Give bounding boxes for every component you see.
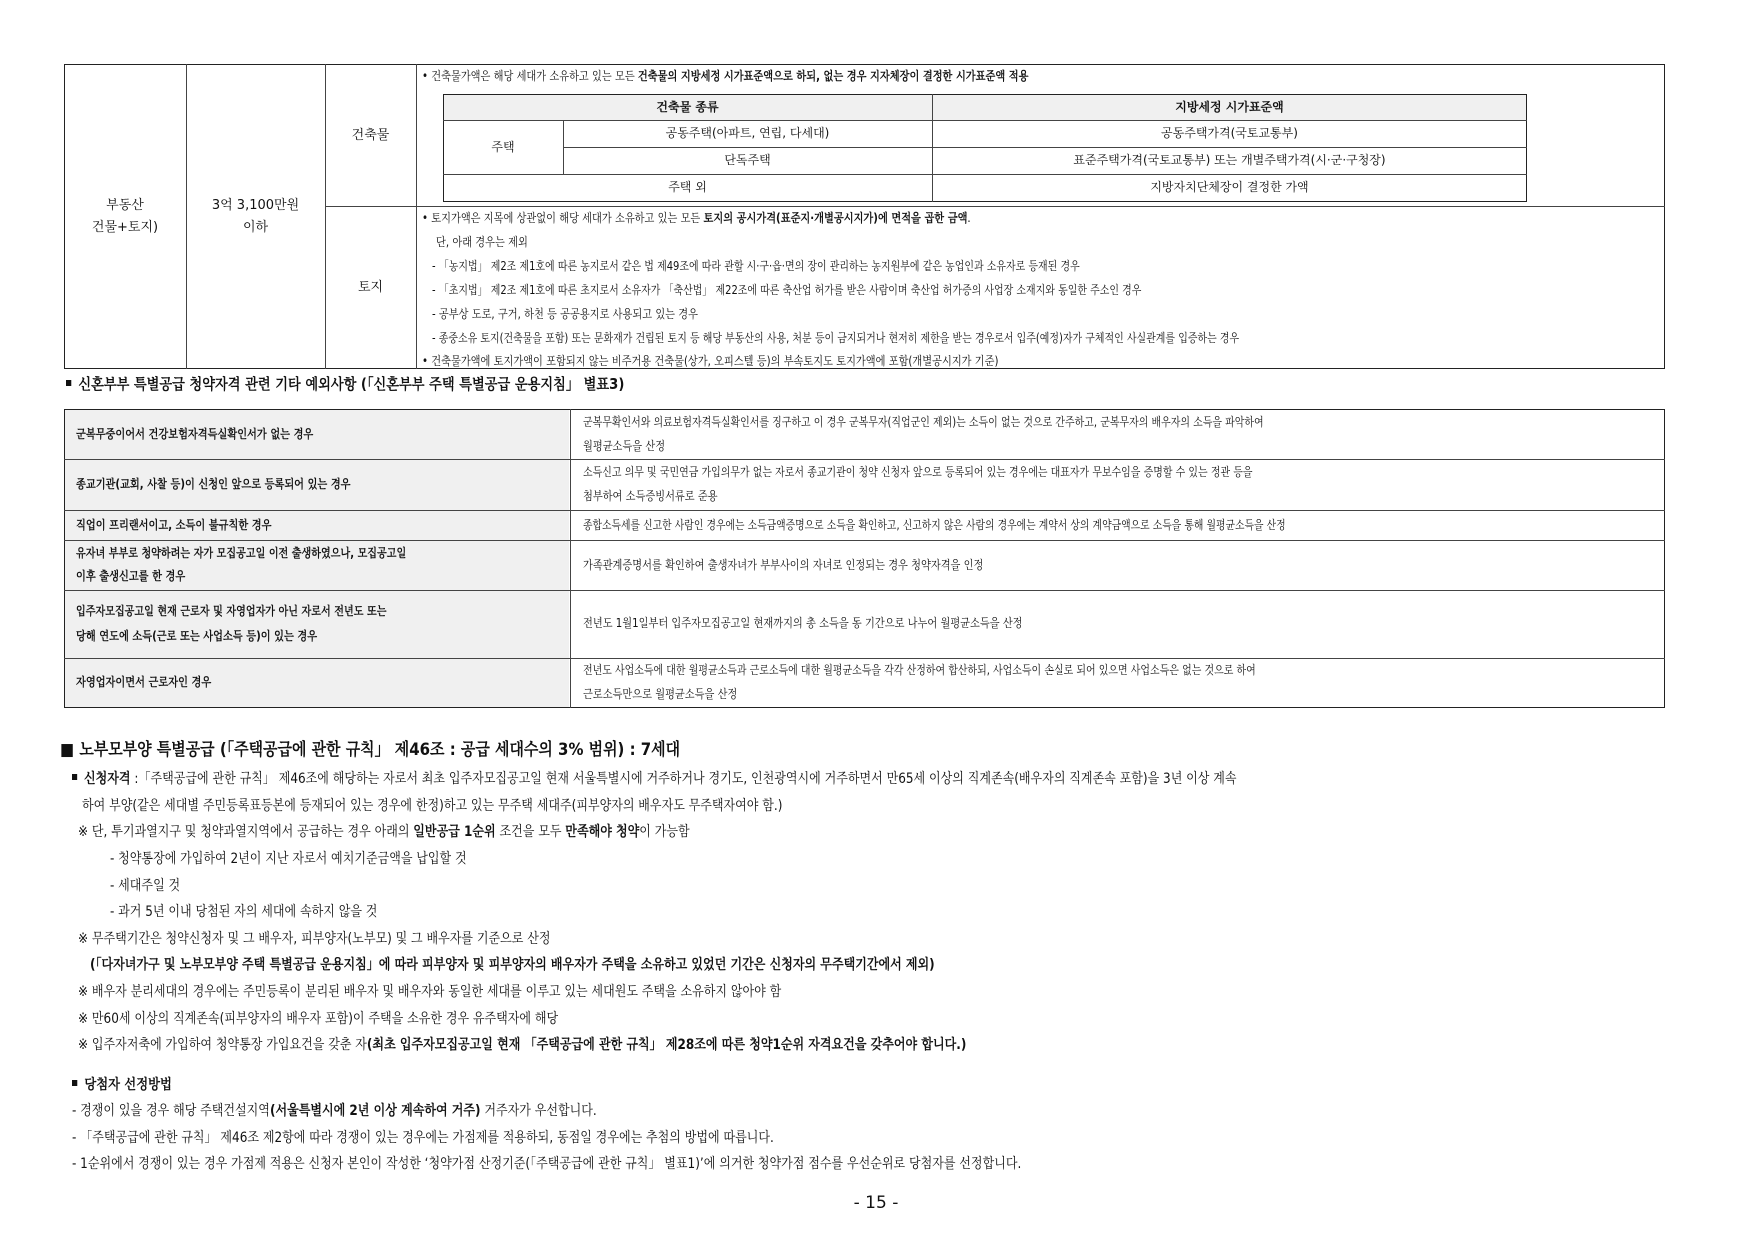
qualification-label: 신청자격 [84, 771, 131, 787]
sub-item-1: - 청약통장에 가입하여 2년이 지난 자로서 예치기준금액을 납입할 것 [110, 851, 467, 867]
exception-desc-1a: 군복무확인서와 의료보험자격득실확인서를 징구하고 이 경우 군복무자(직업군인 제외)는 소득이 없는 것으로 간주하고, 군복무자의 배우자의 소득을 파악하여 [583, 415, 1264, 429]
note-1-bold-2: 만족해야 청약 [565, 824, 640, 840]
winner-line-1-pre: - 경쟁이 있을 경우 해당 주택건설지역 [72, 1103, 270, 1119]
row-type-3: 주택 외 [668, 180, 707, 194]
building-note-bold: 건축물의 지방세정 시가표준액으로 하되, 없는 경우 지자체장이 결정한 시가표준액 적용 [637, 69, 1029, 83]
building-label: 건축물 [351, 128, 390, 143]
section1-title-text: 신혼부부 특별공급 청약자격 관련 기타 예외사항 (「신혼부부 주택 특별공급 운용지침」 별표3) [78, 375, 625, 393]
exception-label-5b: 당해 연도에 소득(근로 또는 사업소득 등)이 있는 경우 [76, 629, 318, 643]
exception-label-2: 종교기관(교회, 사찰 등)이 신청인 앞으로 등록되어 있는 경우 [76, 477, 351, 491]
building-note [422, 70, 1028, 82]
land-line-1 [422, 212, 971, 224]
winner-line-2: - 「주택공급에 관한 규칙」 제46조 제2항에 따라 경쟁이 있는 경우에는 가점제를 적용하되, 동점일 경우에는 추첨의 방법에 따릅니다. [72, 1130, 774, 1146]
land-line-1-pre: • 토지가액은 지목에 상관없이 해당 세대가 소유하고 있는 모든 [422, 211, 704, 225]
land-label: 토지 [357, 280, 384, 295]
bullet-square-icon [72, 1080, 77, 1086]
exception-label-4b: 이후 출생신고를 한 경우 [76, 569, 186, 583]
note-5-pre: ※ 입주자저축에 가입하여 청약통장 가입요건을 갖춘 자 [78, 1037, 367, 1053]
exception-desc-5a: 전년도 1월1일부터 입주자모집공고일 현재까지의 총 소득을 동 기간으로 나누어 월평균소득을 산정 [583, 616, 1023, 630]
note-1 [78, 825, 690, 839]
sub-item-3: - 과거 5년 이내 당첨된 자의 세대에 속하지 않을 것 [110, 904, 378, 920]
section1-title [66, 377, 624, 392]
inner-header-value: 지방세정 시가표준액 [1175, 100, 1284, 114]
land-line-2: 단, 아래 경우는 제외 [436, 235, 528, 249]
exception-desc-2a: 소득신고 의무 및 국민연금 가입의무가 없는 자로서 종교기관이 청약 신청자 앞으로 등록되어 있는 경우에는 대표자가 무보수임을 증명할 수 있는 정관 등을 [583, 465, 1253, 479]
section2-title: ■ 노부모부양 특별공급 (「주택공급에 관한 규칙」 제46조 : 공급 세대수의 3% 범위) : 7세대 [60, 740, 681, 760]
note-1-bold-1: 일반공급 1순위 [413, 824, 496, 840]
category-line-2: 건물+토지) [91, 220, 159, 235]
land-line-6: - 종중소유 토지(건축물을 포함) 또는 문화재가 건립된 토지 등 해당 부동산의 사용, 처분 등이 금지되거나 현저히 제한을 받는 경우로서 입주(예정)자가 구체적인 사실관계를 입증하는 경우 [432, 331, 1240, 345]
inner-header-type: 건축물 종류 [656, 100, 719, 114]
note-5 [78, 1038, 966, 1052]
exception-label-1: 군복무중이어서 건강보험자격득실확인서가 없는 경우 [76, 427, 314, 441]
row-value-1: 공동주택가격(국토교통부) [1161, 126, 1298, 140]
winner-selection-label: 당첨자 선정방법 [84, 1077, 172, 1093]
exception-label-5a: 입주자모집공고일 현재 근로자 및 자영업자가 아닌 자로서 전년도 또는 [76, 604, 387, 618]
winner-selection-title [72, 1078, 172, 1092]
land-line-3: - 「농지법」 제2조 제1호에 따른 농지로서 같은 법 제49조에 따라 관할 시·구·읍·면의 장이 관리하는 농지원부에 같은 농업인과 소유자로 등재된 경우 [432, 259, 1080, 273]
winner-line-3: - 1순위에서 경쟁이 있는 경우 가점제 적용은 신청자 본인이 작성한 ‘청약가점 산정기준(「주택공급에 관한 규칙」 별표1)’에 의거한 청약가점 점수를 우선순위로 당첨자를 선정합니다. [72, 1156, 1022, 1172]
land-line-7: • 건축물가액에 토지가액이 포함되지 않는 비주거용 건축물(상가, 오피스텔 등)의 부속토지도 토지가액에 포함(개별공시지가 기준) [422, 354, 999, 368]
note-2-bold: (「다자녀가구 및 노부모부양 주택 특별공급 운용지침」에 따라 피부양자 및 피부양자의 배우자가 주택을 소유하고 있었던 기간은 신청자의 무주택기간에서 제외) [90, 957, 935, 973]
row-type-1: 공동주택(아파트, 연립, 다세대) [665, 126, 830, 140]
exception-desc-6b: 근로소득만으로 월평균소득을 산정 [583, 687, 738, 701]
note-3: ※ 배우자 분리세대의 경우에는 주민등록이 분리된 배우자 및 배우자와 동일한 세대를 이루고 있는 세대원도 주택을 소유하지 않아야 함 [78, 984, 782, 1000]
exception-desc-6a: 전년도 사업소득에 대한 월평균소득과 근로소득에 대한 월평균소득을 각각 산정하여 합산하되, 사업소득이 손실로 되어 있으면 사업소득은 없는 것으로 하여 [583, 663, 1256, 677]
land-line-1-post: . [967, 211, 971, 225]
exception-label-4a: 유자녀 부부로 청약하려는 자가 모집공고일 이전 출생하였으나, 모집공고일 [76, 546, 407, 560]
row-value-3: 지방자치단체장이 결정한 가액 [1150, 180, 1309, 194]
note-1-pre: ※ 단, 투기과열지구 및 청약과열지역에서 공급하는 경우 아래의 [78, 824, 414, 840]
note-5-bold: (최초 입주자모집공고일 현재 「주택공급에 관한 규칙」 제28조에 따른 청약1순위 자격요건을 갖추어야 합니다.) [366, 1037, 967, 1053]
winner-line-1-post: 거주자가 우선합니다. [480, 1103, 597, 1119]
exception-desc-4a: 가족관계증명서를 확인하여 출생자녀가 부부사이의 자녀로 인정되는 경우 청약자격을 인정 [583, 558, 984, 572]
qualification-text-1: :「주택공급에 관한 규칙」 제46조에 해당하는 자로서 최초 입주자모집공고일 현재 서울특별시에 거주하거나 경기도, 인천광역시에 거주하면서 만65세 이상의 직계존속(배우자의 직계존속 포함)을 3년 이상 계속 [130, 771, 1237, 787]
sub-item-2: - 세대주일 것 [110, 878, 181, 894]
page-number: - 15 - [853, 1193, 899, 1213]
exception-desc-1b: 월평균소득을 산정 [583, 439, 666, 453]
note-1-post: 이 가능함 [639, 824, 690, 840]
qualification-line-1 [72, 772, 1237, 786]
exception-label-3: 직업이 프리랜서이고, 소득이 불규칙한 경우 [76, 518, 272, 532]
land-line-5: - 공부상 도로, 구거, 하천 등 공공용지로 사용되고 있는 경우 [432, 307, 698, 321]
row-value-2: 표준주택가격(국토교통부) 또는 개별주택가격(시·군·구청장) [1073, 153, 1386, 167]
exception-desc-3a: 종합소득세를 신고한 사람인 경우에는 소득금액증명으로 소득을 확인하고, 신고하지 않은 사람의 경우에는 계약서 상의 계약금액으로 소득을 통해 월평균소득을 산정 [583, 518, 1286, 532]
note-4: ※ 만60세 이상의 직계존속(피부양자의 배우자 포함)이 주택을 소유한 경우 유주택자에 해당 [78, 1011, 559, 1027]
land-line-1-bold: 토지의 공시가격(표준지·개별공시지가)에 면적을 곱한 금액 [703, 211, 968, 225]
winner-line-1-bold: (서울특별시에 2년 이상 계속하여 거주) [269, 1103, 481, 1119]
exception-desc-2b: 첨부하여 소득증빙서류로 준용 [583, 489, 718, 503]
winner-line-1 [72, 1104, 597, 1118]
exception-label-6: 자영업자이면서 근로자인 경우 [76, 675, 212, 689]
building-note-pre: • 건축물가액은 해당 세대가 소유하고 있는 모든 [422, 69, 638, 83]
land-line-4: - 「초지법」 제2조 제1호에 따른 초지로서 소유자가 「축산법」 제22조에 따른 축산업 허가를 받은 사람이며 축산업 허가증의 사업장 소재지와 동일한 주소인 경우 [432, 283, 1142, 297]
note-1-mid: 조건을 모두 [495, 824, 566, 840]
note-2: ※ 무주택기간은 청약신청자 및 그 배우자, 피부양자(노부모) 및 그 배우자를 기준으로 산정 [78, 931, 551, 947]
row-type-2: 단독주택 [724, 153, 771, 167]
bullet-square-icon [66, 380, 71, 386]
category-line-1: 부동산 [106, 198, 144, 213]
qualification-line-2: 하여 부양(같은 세대별 주민등록표등본에 등재되어 있는 경우에 한정)하고 있는 무주택 세대주(피부양자의 배우자도 무주택자여야 함.) [82, 798, 783, 814]
bullet-square-icon [72, 774, 77, 780]
housing-label: 주택 [491, 140, 515, 154]
limit-line-2: 이하 [242, 220, 269, 235]
limit-line-1: 3억 3,100만원 [211, 198, 300, 213]
